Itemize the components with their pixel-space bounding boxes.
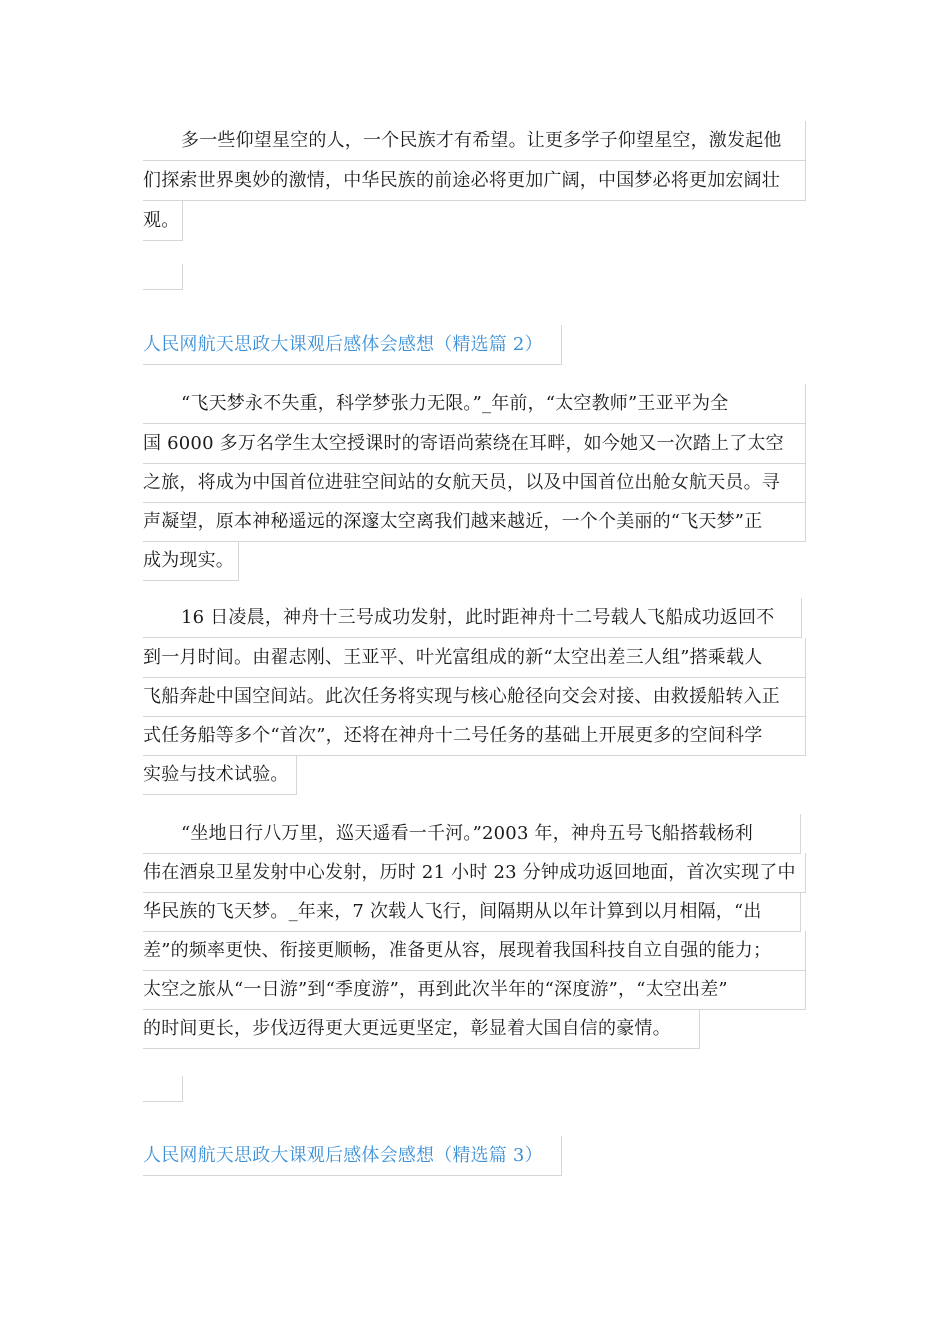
paragraph-line: 到一月时间。由翟志刚、王亚平、叶光富组成的新“太空出差三人组”搭乘载人 <box>143 638 806 678</box>
paragraph-line: 成为现实。 <box>143 541 239 581</box>
paragraph-line: 16 日凌晨，神舟十三号成功发射，此时距神舟十二号载人飞船成功返回不 <box>143 598 802 638</box>
empty-line <box>143 264 183 290</box>
section-heading: 人民网航天思政大课观后感体会感想（精选篇 3） <box>143 1136 562 1176</box>
paragraph-line: 华民族的飞天梦。_年来，7 次载人飞行，间隔期从以年计算到以月相隔，“出 <box>143 892 801 932</box>
section-heading: 人民网航天思政大课观后感体会感想（精选篇 2） <box>143 325 562 365</box>
paragraph-line: 声凝望，原本神秘遥远的深邃太空离我们越来越近，一个个美丽的“飞天梦”正 <box>143 502 806 542</box>
paragraph-line: “飞天梦永不失重，科学梦张力无限。”_年前，“太空教师”王亚平为全 <box>143 384 806 424</box>
paragraph-line: “坐地日行八万里，巡天遥看一千河。”2003 年，神舟五号飞船搭载杨利 <box>143 814 801 854</box>
paragraph-line: 之旅，将成为中国首位进驻空间站的女航天员，以及中国首位出舱女航天员。寻 <box>143 463 806 503</box>
paragraph-line: 们探索世界奥妙的激情，中华民族的前途必将更加广阔，中国梦必将更加宏阔壮 <box>143 161 806 201</box>
paragraph-line: 差”的频率更快、衔接更顺畅，准备更从容，展现着我国科技自立自强的能力； <box>143 931 806 971</box>
paragraph-line: 伟在酒泉卫星发射中心发射，历时 21 小时 23 分钟成功返回地面，首次实现了中 <box>143 853 806 893</box>
paragraph-line: 观。 <box>143 201 183 241</box>
paragraph-line: 实验与技术试验。 <box>143 755 297 795</box>
empty-line <box>143 1076 183 1102</box>
paragraph-line: 太空之旅从“一日游”到“季度游”，再到此次半年的“深度游”，“太空出差” <box>143 970 806 1010</box>
paragraph-line: 的时间更长，步伐迈得更大更远更坚定，彰显着大国自信的豪情。 <box>143 1009 700 1049</box>
paragraph-line: 式任务船等多个“首次”，还将在神舟十二号任务的基础上开展更多的空间科学 <box>143 716 806 756</box>
paragraph-line: 多一些仰望星空的人，一个民族才有希望。让更多学子仰望星空，激发起他 <box>143 121 806 161</box>
paragraph-line: 国 6000 多万名学生太空授课时的寄语尚萦绕在耳畔，如今她又一次踏上了太空 <box>143 424 806 464</box>
paragraph-line: 飞船奔赴中国空间站。此次任务将实现与核心舱径向交会对接、由救援船转入正 <box>143 677 806 717</box>
